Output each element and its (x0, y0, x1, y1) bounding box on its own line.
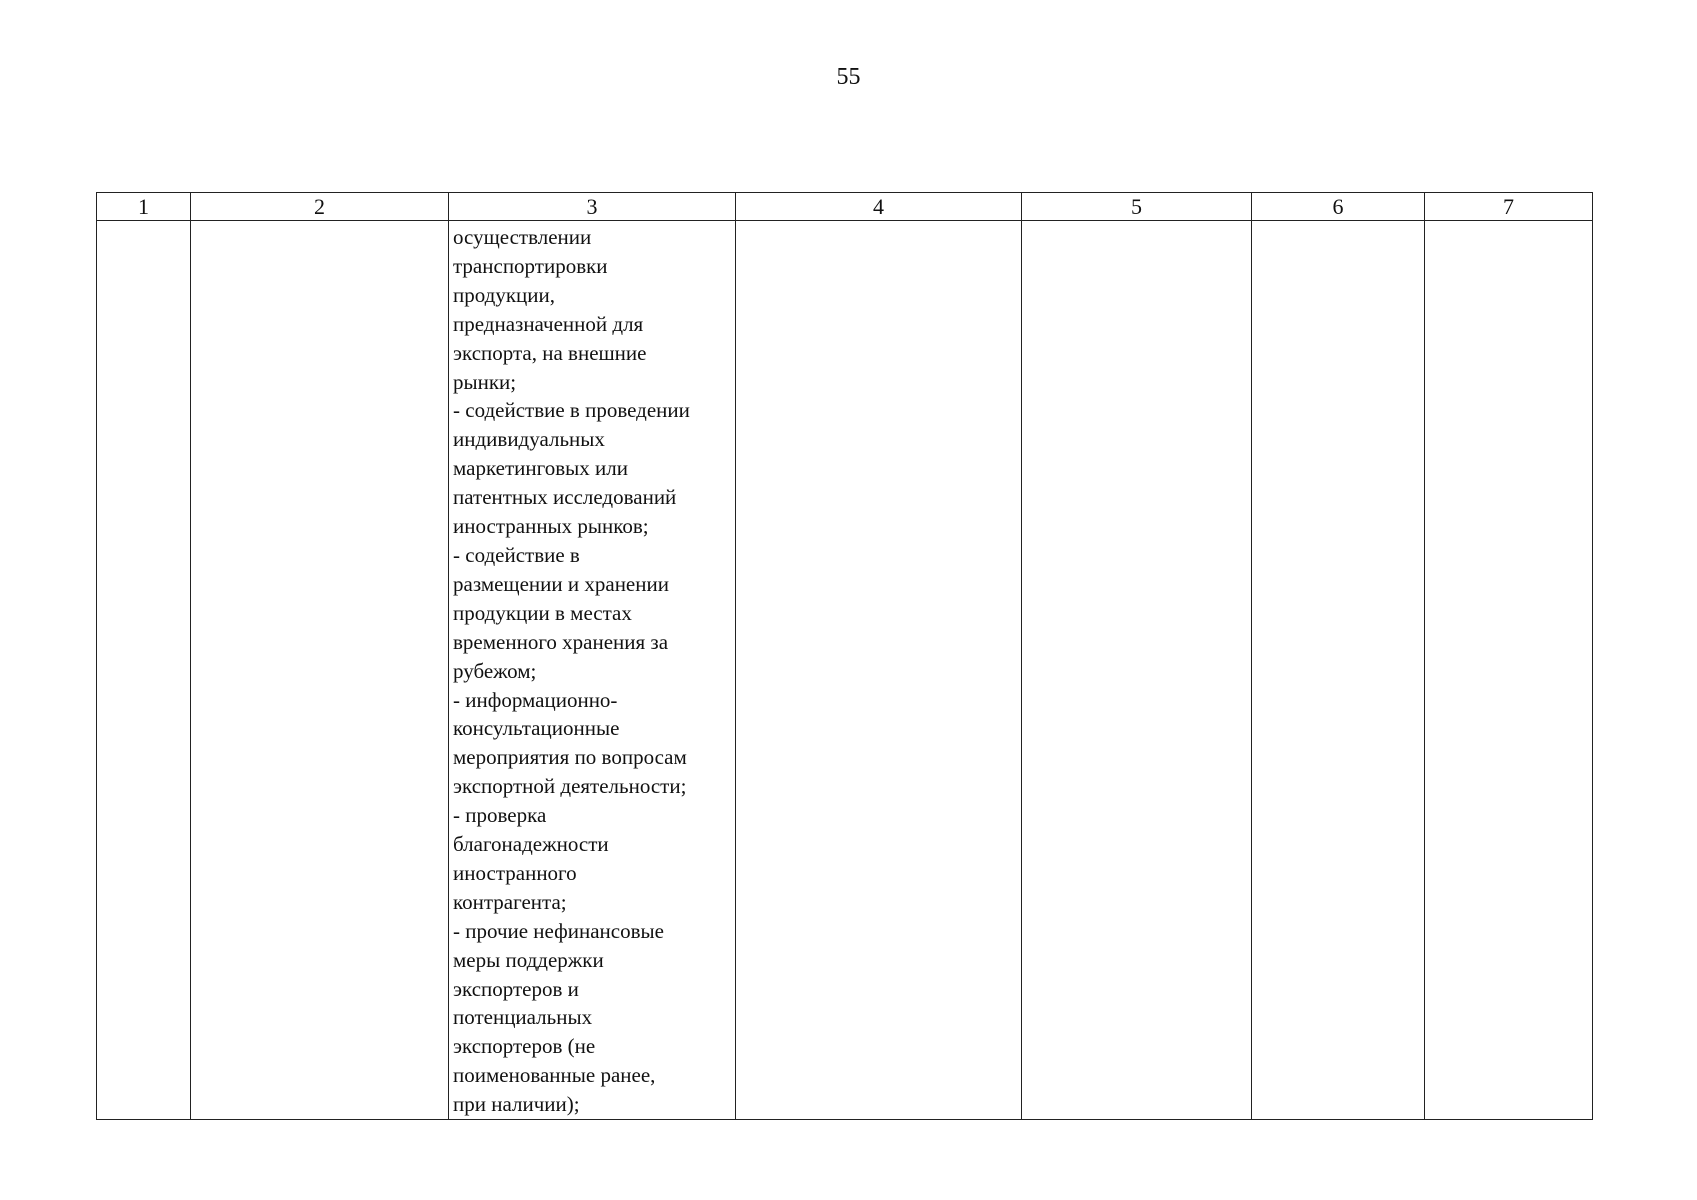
page-number: 55 (836, 64, 861, 90)
measures-text-line: при наличии); (453, 1092, 580, 1117)
measures-text-line: экспортеров (не (453, 1034, 596, 1059)
measures-text-line: мероприятия по вопросам (453, 745, 687, 770)
column-header-4: 4 (736, 193, 1022, 221)
measures-text-line: осуществлении (453, 225, 592, 249)
measures-text-line: благонадежности (453, 832, 609, 857)
measures-text-line: рубежом; (453, 658, 537, 683)
measures-text-line: потенциальных (453, 1005, 593, 1030)
measures-text-line: патентных исследований (453, 485, 677, 510)
document-table (96, 192, 1593, 1120)
measures-text (449, 221, 735, 1119)
measures-text-line: экспорта, на внешние (453, 340, 647, 365)
measures-text-line: экспортной деятельности; (453, 774, 687, 799)
measures-text-line: поименованные ранее, (453, 1063, 656, 1088)
column-header-2: 2 (191, 193, 449, 221)
measures-text-line: продукции в местах (453, 600, 632, 625)
cell-col-2 (191, 221, 449, 1120)
header-row (97, 193, 1593, 221)
cell-col-3 (449, 221, 736, 1120)
measures-text-line: маркетинговых или (453, 456, 628, 481)
measures-text-line: - прочие нефинансовые (453, 918, 664, 943)
column-header-3: 3 (449, 193, 736, 221)
measures-text-line: размещении и хранении (453, 571, 669, 596)
cell-col-6 (1252, 221, 1425, 1120)
cell-col-4 (736, 221, 1022, 1120)
measures-text-line: - проверка (453, 803, 547, 828)
measures-text-line: транспортировки (453, 253, 608, 278)
measures-text-line: иностранного (453, 860, 577, 885)
measures-text-line: временного хранения за (453, 629, 669, 654)
cell-col-1 (97, 221, 191, 1120)
cell-col-7 (1425, 221, 1593, 1120)
measures-text-line: - содействие в (453, 542, 580, 567)
column-header-5: 5 (1022, 193, 1252, 221)
measures-text-line: экспортеров и (453, 976, 579, 1001)
measures-text-line: меры поддержки (453, 947, 604, 972)
measures-text-line: индивидуальных (453, 427, 605, 452)
column-header-1: 1 (97, 193, 191, 221)
measures-text-line: контрагента; (453, 889, 567, 914)
measures-text-line: предназначенной для (453, 311, 644, 336)
cell-col-5 (1022, 221, 1252, 1120)
column-header-6: 6 (1252, 193, 1425, 221)
column-header-7: 7 (1425, 193, 1593, 221)
measures-text-line: продукции, (453, 282, 555, 307)
measures-text-line: рынки; (453, 369, 517, 394)
measures-text-line: консультационные (453, 716, 620, 741)
measures-text-line: - информационно- (453, 687, 618, 712)
measures-text-line: - содействие в проведении (453, 398, 690, 423)
measures-text-line: иностранных рынков; (453, 514, 649, 539)
table-row (97, 221, 1593, 1120)
